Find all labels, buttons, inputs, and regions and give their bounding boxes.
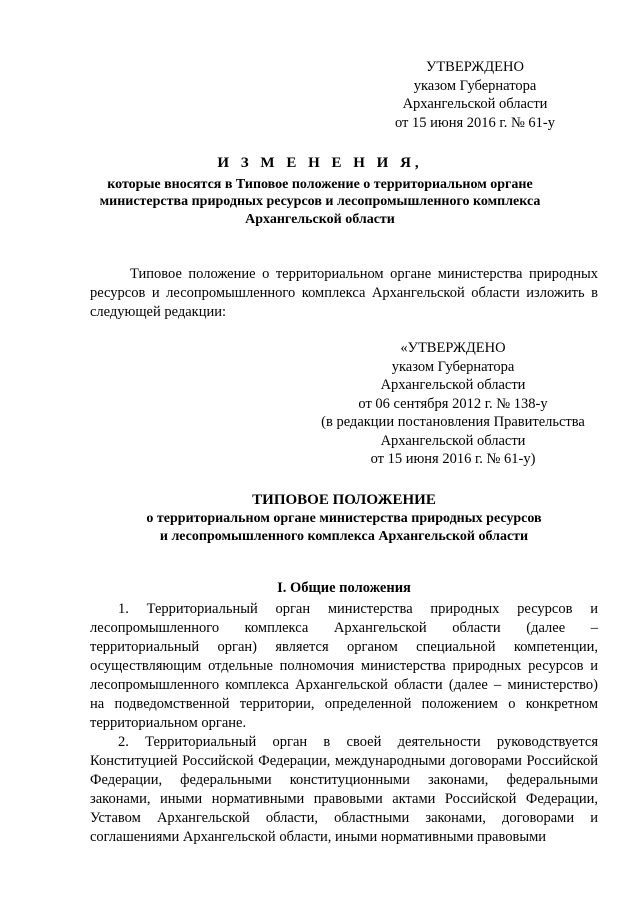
approval-line: Архангельской области <box>380 377 526 393</box>
typical-subtitle-line: и лесопромышленного комплекса Архангельской области <box>159 529 529 544</box>
approval-line: указом Губернатора <box>391 358 515 375</box>
changes-title: И З М Е Н Е Н И Я, <box>217 155 423 171</box>
approval-line: от 15 июня 2016 г. № 61-у <box>394 114 556 131</box>
approval-stamp-quoted <box>310 339 596 469</box>
changes-heading <box>60 155 580 228</box>
body-text <box>90 600 598 847</box>
typical-subtitle-line: о территориальном органе министерства природных ресурсов <box>146 510 542 526</box>
typical-regulation-heading <box>90 491 598 547</box>
changes-subtitle-line: Архангельской области <box>245 211 395 227</box>
approval-line: «УТВЕРЖДЕНО <box>400 340 506 356</box>
approval-line: УТВЕРЖДЕНО <box>426 59 524 75</box>
intro-text: Типовое положение о территориальном органе министерства природных ресурсов и лесопромышленного комплекса Архангельской области изложить в следующей редакции: <box>90 266 598 320</box>
typical-title: ТИПОВОЕ ПОЛОЖЕНИЕ <box>252 492 436 508</box>
approval-line: от 15 июня 2016 г. № 61-у) <box>370 451 536 467</box>
approval-line: от 06 сентября 2012 г. № 138-у <box>358 395 548 412</box>
changes-subtitle-line: министерства природных ресурсов и лесопромышленного комплекса <box>99 194 541 209</box>
paragraph-2: 2. Территориальный орган в своей деятельности руководствуется Конституцией Российской Федерации, международными договорами Российской Федерации, федеральными конституционными законами, федеральными законами, иными нормативными правовыми актами Российской Федерации, Уставом Архангельской области, областными законами, договорами и соглашениями Архангельской области, иными нормативными правовыми <box>90 734 598 845</box>
paragraph-1: 1. Территориальный орган министерства природных ресурсов и лесопромышленного комплекса Архангельской области (далее – территориальный орган) является органом специальной компетенции, осуществляющим отдельные полномочия министерства природных ресурсов и лесопромышленного комплекса Архангельской области (далее – министерство) на подведомственной территории, определенной положением о конкретном территориальном органе. <box>90 601 598 731</box>
approval-line: Архангельской области <box>380 432 526 449</box>
approval-line: (в редакции постановления Правительства <box>321 414 585 430</box>
approval-stamp <box>370 58 580 132</box>
intro-paragraph <box>90 265 598 322</box>
approval-line: Архангельской области <box>402 96 548 112</box>
changes-subtitle-line: которые вносятся в Типовое положение о территориальном органе <box>107 176 533 192</box>
section-heading: I. Общие положения <box>277 580 411 596</box>
approval-line: указом Губернатора <box>413 77 537 94</box>
